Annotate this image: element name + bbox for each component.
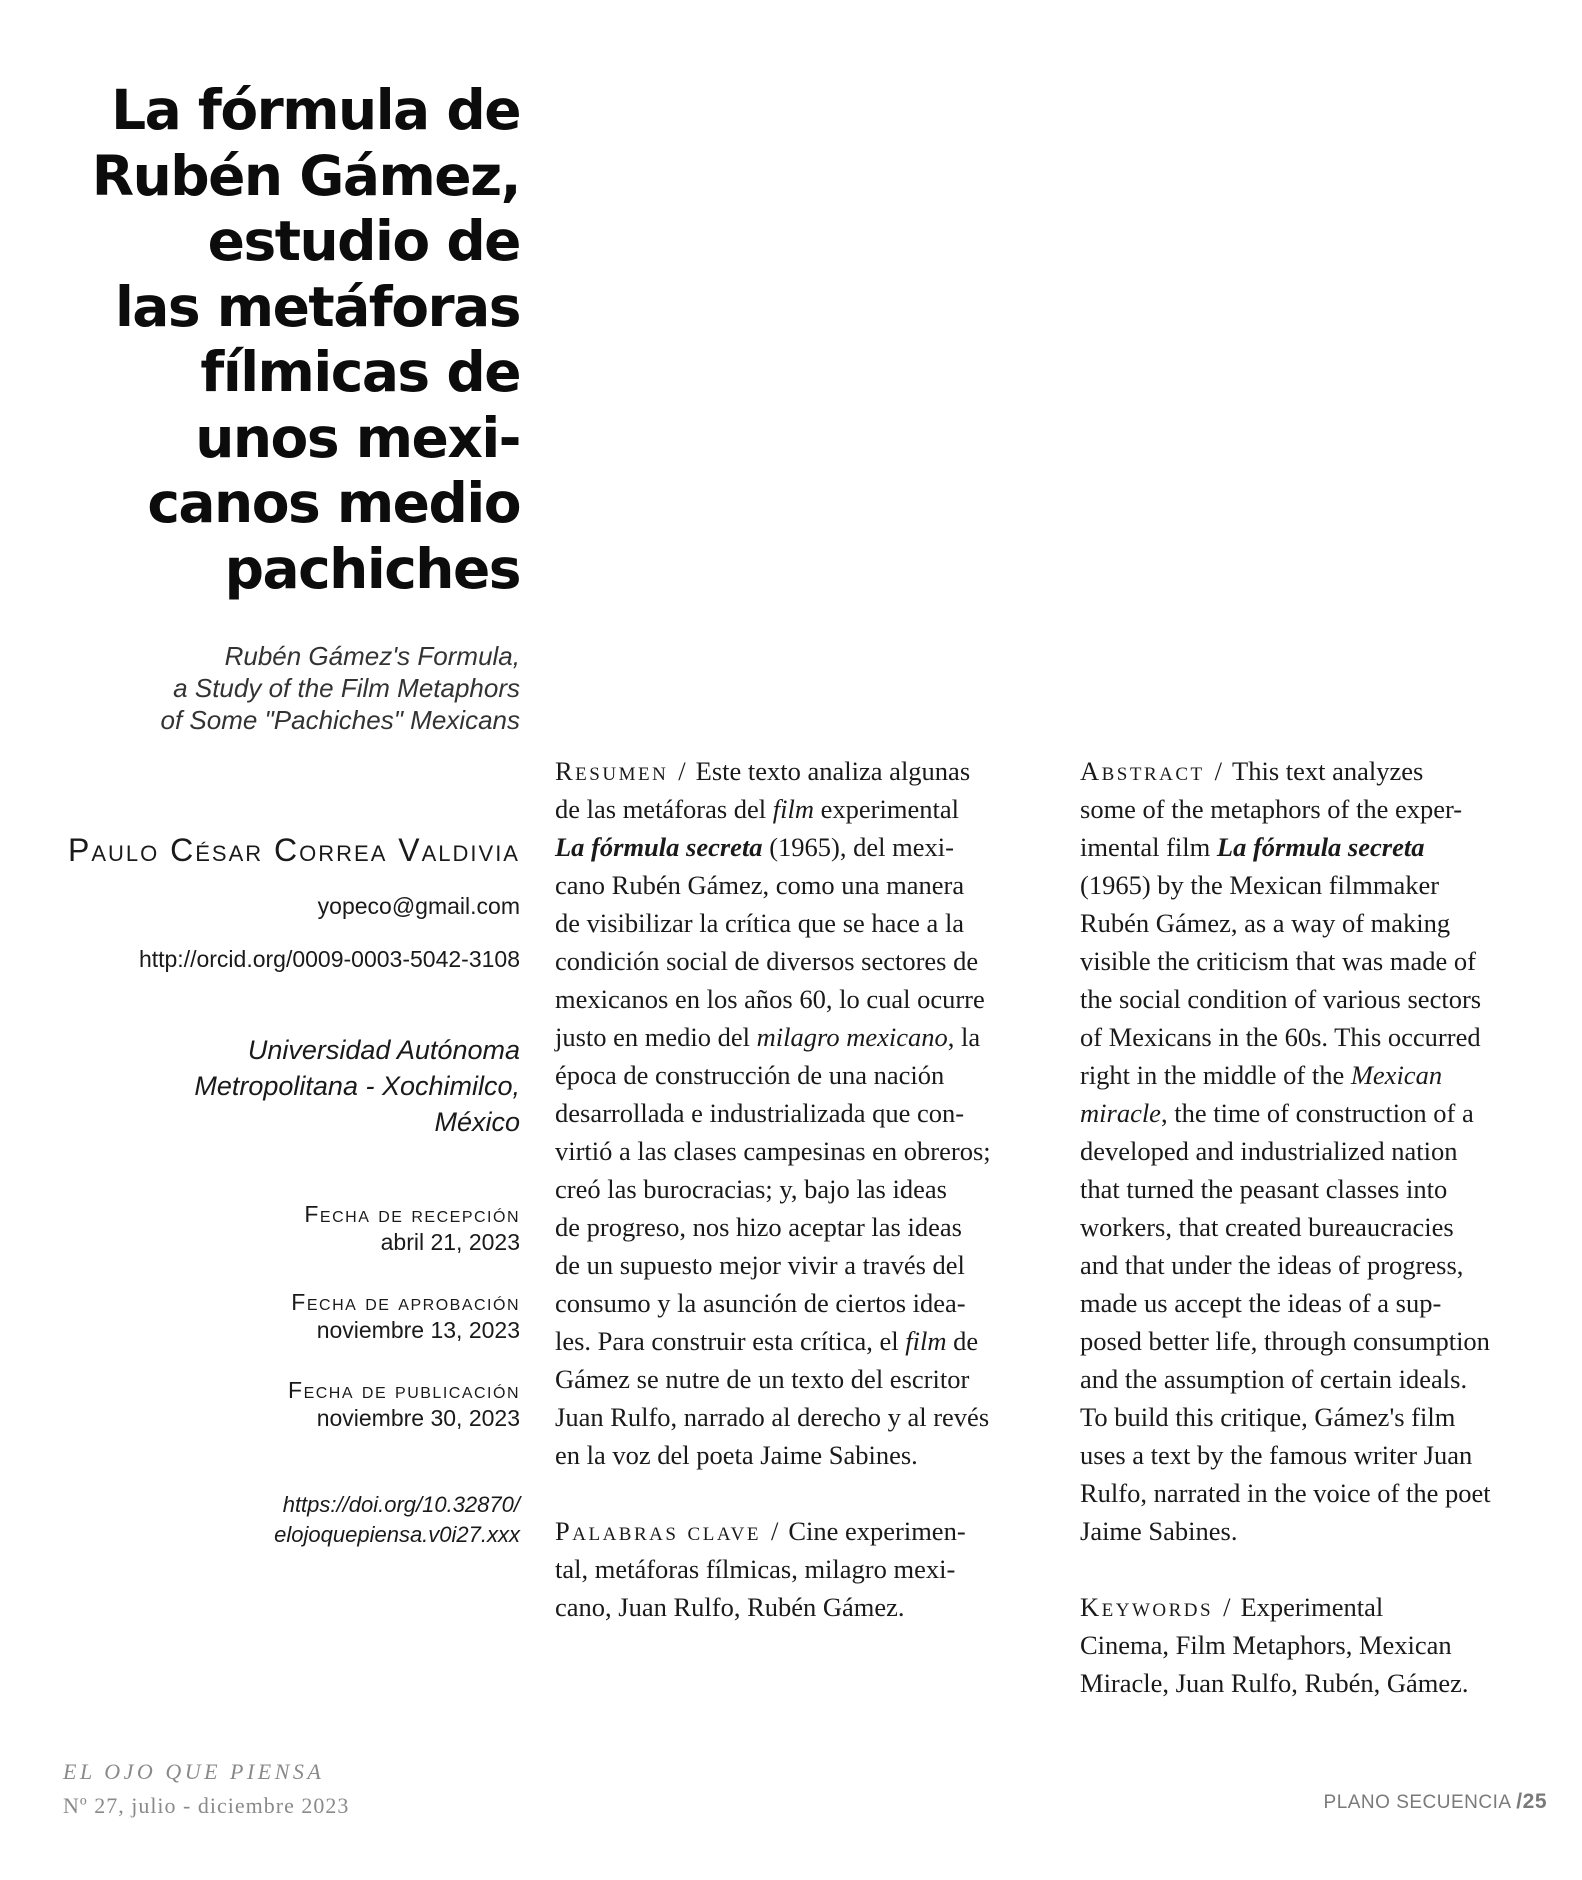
page-number-value: 25 xyxy=(1522,1790,1547,1813)
palabras-clave-label: Palabras clave xyxy=(555,1516,761,1546)
section-name: PLANO SECUENCIA xyxy=(1323,1792,1511,1813)
doi-line[interactable]: https://doi.org/10.32870/ xyxy=(282,1492,520,1517)
date-value: abril 21, 2023 xyxy=(380,1229,520,1255)
affiliation xyxy=(0,1032,520,1140)
title-line: estudio de xyxy=(207,209,520,273)
title-line: las metáforas xyxy=(114,274,520,339)
reception-date xyxy=(0,1200,520,1256)
text-line: visible the criticism that was made of xyxy=(1080,946,1476,976)
doi-line[interactable]: elojoquepiensa.v0i27.xxx xyxy=(274,1522,520,1547)
text-line: Rulfo, narrated in the voice of the poet xyxy=(1080,1478,1491,1508)
text-line: de progreso, nos hizo aceptar las ideas xyxy=(555,1212,962,1242)
text-line: uses a text by the famous writer Juan xyxy=(1080,1440,1473,1470)
text-line: workers, that created bureaucracies xyxy=(1080,1212,1454,1242)
text-line: cano, Juan Rulfo, Rubén Gámez. xyxy=(555,1592,905,1622)
text-line: desarrollada e industrializada que con- xyxy=(555,1098,965,1128)
page-number xyxy=(1516,1790,1547,1813)
text-line: developed and industrialized nation xyxy=(1080,1136,1458,1166)
date-label: Fecha de aprobación xyxy=(291,1289,520,1315)
text-line: Jaime Sabines. xyxy=(1080,1516,1238,1546)
approval-date xyxy=(0,1288,520,1344)
text-line: of Mexicans in the 60s. This occurred xyxy=(1080,1022,1481,1052)
journal-name: EL OJO QUE PIENSA xyxy=(63,1759,325,1784)
text-segment: Mexican xyxy=(1350,1060,1443,1090)
text-line: época de construcción de una nación xyxy=(555,1060,945,1090)
label-separator: / xyxy=(1214,756,1223,786)
affiliation-line: México xyxy=(434,1107,520,1137)
text-segment: Cine experimen- xyxy=(788,1516,966,1546)
text-line: condición social de diversos sectores de xyxy=(555,946,979,976)
resumen-label: Resumen xyxy=(555,756,669,786)
subtitle-line: Rubén Gámez's Formula, xyxy=(224,641,520,671)
text-segment: experimental xyxy=(814,794,959,824)
palabras-clave-paragraph xyxy=(555,1512,1055,1626)
text-line: de un supuesto mejor vivir a través del xyxy=(555,1250,965,1280)
text-segment: right in the middle of the xyxy=(1080,1060,1351,1090)
text-line: the social condition of various sectors xyxy=(1080,984,1482,1014)
author-name: Paulo César Correa Valdivia xyxy=(67,832,520,868)
title-line: pachiches xyxy=(224,536,520,601)
text-line: virtió a las clases campesinas en obreros; xyxy=(555,1136,991,1166)
title-line: canos medio xyxy=(147,471,520,535)
text-line: en la voz del poeta Jaime Sabines. xyxy=(555,1440,918,1470)
text-segment: de xyxy=(946,1326,979,1356)
text-segment: miracle xyxy=(1080,1098,1161,1128)
text-line: consumo y la asunción de ciertos idea- xyxy=(555,1288,966,1318)
doi-link[interactable] xyxy=(0,1490,520,1550)
keywords-paragraph xyxy=(1080,1588,1570,1702)
publication-date xyxy=(0,1376,520,1432)
text-segment: Experimental xyxy=(1240,1592,1384,1622)
label-separator: / xyxy=(1223,1592,1231,1622)
title-line: unos mexi- xyxy=(195,405,520,470)
text-line: (1965) by the Mexican filmmaker xyxy=(1080,870,1440,900)
text-segment: imental film xyxy=(1080,832,1217,862)
text-line: To build this critique, Gámez's film xyxy=(1080,1402,1456,1432)
text-line: mexicanos en los años 60, lo cual ocurre xyxy=(555,984,985,1014)
text-line: creó las burocracias; y, bajo las ideas xyxy=(555,1174,947,1204)
spanish-column xyxy=(555,752,1055,1664)
date-value: noviembre 30, 2023 xyxy=(316,1405,520,1431)
text-segment: film xyxy=(905,1326,947,1356)
article-title xyxy=(0,78,520,602)
text-segment: les. Para construir esta crítica, el xyxy=(555,1326,906,1356)
text-segment: , la xyxy=(947,1022,981,1052)
text-segment: justo en medio del xyxy=(555,1022,757,1052)
text-line: Gámez se nutre de un texto del escritor xyxy=(555,1364,970,1394)
text-line: and that under the ideas of progress, xyxy=(1080,1250,1464,1280)
label-separator: / xyxy=(678,756,686,786)
film-title: La fórmula secreta xyxy=(1216,832,1425,862)
journal-footer xyxy=(63,1755,349,1823)
text-line: made us accept the ideas of a sup- xyxy=(1080,1288,1442,1318)
english-column xyxy=(1080,752,1570,1740)
text-line: cano Rubén Gámez, como una manera xyxy=(555,870,965,900)
text-line: tal, metáforas fílmicas, milagro mexi- xyxy=(555,1554,956,1584)
text-line: and the assumption of certain ideals. xyxy=(1080,1364,1468,1394)
subtitle-line: a Study of the Film Metaphors xyxy=(173,673,520,703)
affiliation-line: Universidad Autónoma xyxy=(247,1035,520,1065)
keywords-label: Keywords xyxy=(1080,1592,1214,1622)
section-footer xyxy=(1324,1790,1547,1814)
orcid-link[interactable]: http://orcid.org/0009-0003-5042-3108 xyxy=(138,946,520,972)
english-subtitle xyxy=(40,640,520,736)
author-email-link[interactable]: yopeco@gmail.com xyxy=(317,893,520,919)
label-separator: / xyxy=(770,1516,779,1546)
date-label: Fecha de recepción xyxy=(304,1201,520,1227)
resumen-paragraph xyxy=(555,752,1055,1474)
affiliation-line: Metropolitana - Xochimilco, xyxy=(194,1071,520,1101)
text-line: Miracle, Juan Rulfo, Rubén, Gámez. xyxy=(1080,1668,1469,1698)
title-line: fílmicas de xyxy=(200,340,520,404)
text-segment: milagro mexicano xyxy=(756,1022,948,1052)
text-line: Juan Rulfo, narrado al derecho y al revés xyxy=(555,1402,990,1432)
journal-issue: Nº 27, julio - diciembre 2023 xyxy=(63,1793,350,1818)
text-line: that turned the peasant classes into xyxy=(1080,1174,1448,1204)
text-segment: Este texto analiza algunas xyxy=(695,756,971,786)
film-title: La fórmula secreta xyxy=(555,832,763,862)
text-segment: de las metáforas del xyxy=(555,794,773,824)
text-segment: film xyxy=(772,794,815,824)
text-line: Rubén Gámez, as a way of making xyxy=(1080,908,1451,938)
text-line: de visibilizar la crítica que se hace a la xyxy=(555,908,965,938)
text-line: posed better life, through consumption xyxy=(1080,1326,1490,1356)
text-segment: This text analyzes xyxy=(1232,756,1424,786)
abstract-paragraph xyxy=(1080,752,1570,1550)
page-slash: / xyxy=(1516,1790,1523,1813)
text-segment: , the time of construction of a xyxy=(1160,1098,1474,1128)
date-value: noviembre 13, 2023 xyxy=(316,1317,520,1343)
text-line: Cinema, Film Metaphors, Mexican xyxy=(1080,1630,1452,1660)
subtitle-line: of Some "Pachiches" Mexicans xyxy=(160,705,520,735)
date-label: Fecha de publicación xyxy=(288,1377,520,1403)
text-segment: (1965), del mexi- xyxy=(762,832,954,862)
abstract-label: Abstract xyxy=(1080,756,1205,786)
title-line: Rubén Gámez, xyxy=(91,143,520,208)
text-line: some of the metaphors of the exper- xyxy=(1080,794,1463,824)
title-line: La fórmula de xyxy=(111,78,520,142)
